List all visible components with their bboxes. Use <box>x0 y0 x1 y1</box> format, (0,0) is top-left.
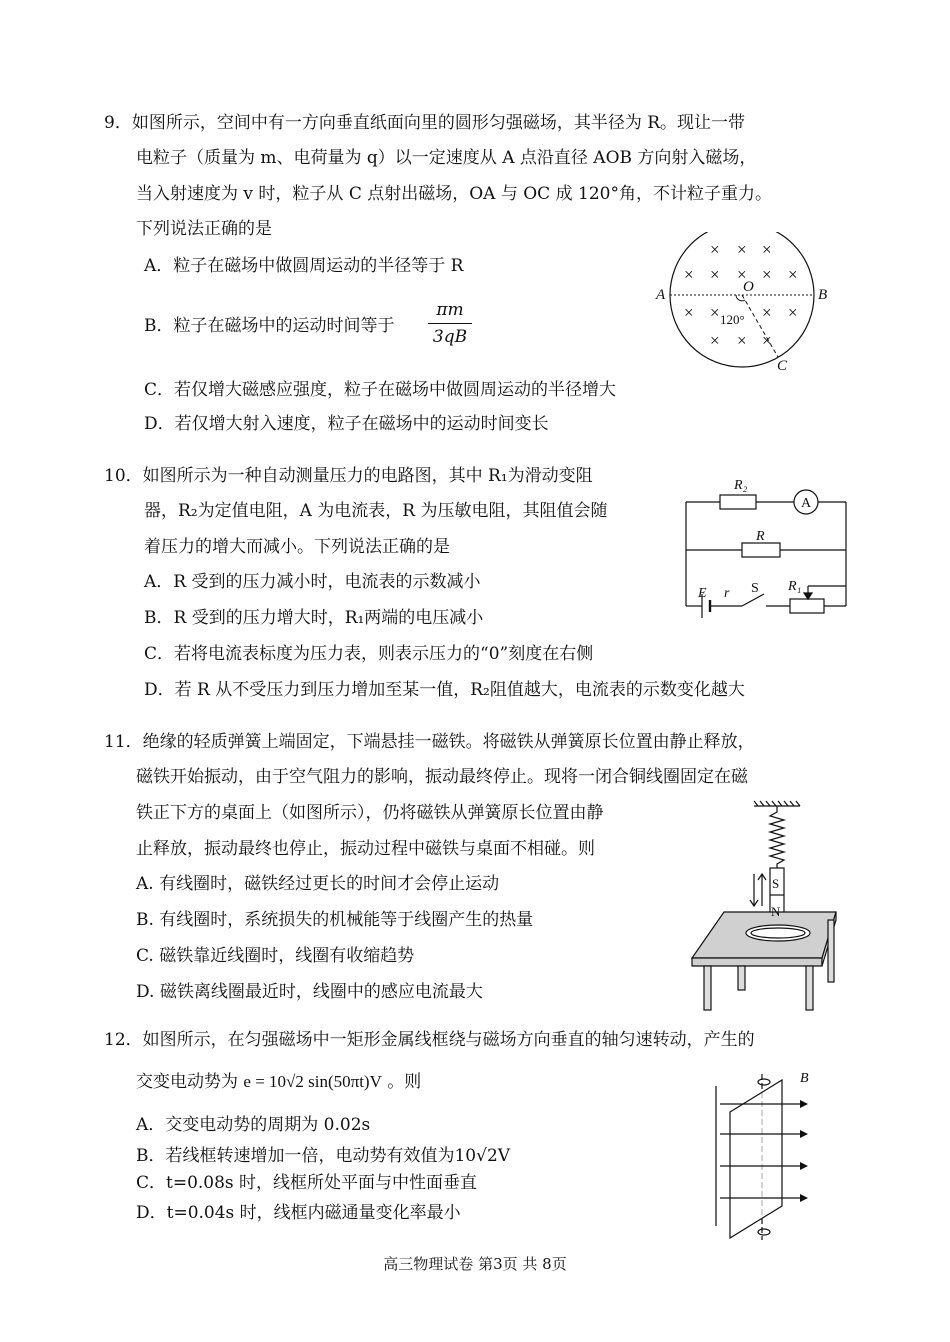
q11-option-c: C. 磁铁靠近线圈时，线圈有收缩趋势 <box>136 946 415 966</box>
label-s: S <box>751 581 759 596</box>
q10-option-b: B．R 受到的压力增大时，R₁两端的电压减小 <box>144 608 484 628</box>
table-leg <box>806 966 813 1010</box>
cross-mark: × <box>788 265 798 284</box>
angle-label: 120° <box>720 312 745 327</box>
q10-stem-line-3: 着压力的增大而减小。下列说法正确的是 <box>144 537 450 557</box>
q9-magnetic-field-figure <box>648 232 838 374</box>
q11-stem-line-4: 止释放，振动最终也停止，振动过程中磁铁与桌面不相碰。则 <box>136 839 595 859</box>
cross-mark: × <box>762 240 772 259</box>
cross-mark: × <box>737 331 747 350</box>
cross-mark: × <box>710 265 720 284</box>
field-crosses <box>684 240 798 350</box>
q9-stem-line-4: 下列说法正确的是 <box>136 219 272 239</box>
q9-fraction-num: πm <box>428 297 472 324</box>
q10-option-d: D．若 R 从不受压力到压力增加至某一值，R₂阻值越大，电流表的示数变化越大 <box>144 680 745 700</box>
q9-stem-line-2: 电粒子（质量为 m、电荷量为 q）以一定速度从 A 点沿直径 AOB 方向射入磁场， <box>136 148 757 168</box>
table-leg <box>828 920 834 982</box>
q12-formula: e = 10√2 sin(50πt)V <box>243 1072 382 1091</box>
q9-fraction-den: 3qB <box>432 327 468 347</box>
label-a: A <box>656 287 666 303</box>
q11-magnet-figure <box>688 798 840 1012</box>
cross-mark: × <box>762 303 772 322</box>
q10-option-c: C．若将电流表标度为压力表，则表示压力的“0”刻度在右侧 <box>144 644 594 664</box>
q11-stem-line-3: 铁正下方的桌面上（如图所示），仍将磁铁从弹簧原长位置由静 <box>136 803 604 823</box>
q12-rotating-frame-figure <box>706 1070 826 1250</box>
page-footer: 高三物理试卷 第3页 共 8页 <box>383 1255 567 1273</box>
table-leg <box>704 966 711 1010</box>
q10-option-a: A．R 受到的压力减小时，电流表的示数减小 <box>144 572 481 592</box>
rotation-arrow-bottom <box>758 1229 770 1235</box>
q9-stem-line-3: 当入射速度为 v 时，粒子从 C 点射出磁场，OA 与 OC 成 120°角，不计粒子重力。 <box>136 184 772 204</box>
radius-oc <box>742 295 778 357</box>
resistor-r2 <box>720 495 756 509</box>
cross-mark: × <box>762 265 772 284</box>
q12-option-a: A．交变电动势的周期为 0.02s <box>136 1115 371 1135</box>
q9-option-b-text: B．粒子在磁场中的运动时间等于 <box>144 316 395 336</box>
label-pole-n: N <box>771 904 781 919</box>
q10-circuit-figure <box>680 470 852 622</box>
label-pole-s: S <box>772 876 780 891</box>
q12-option-b: B．若线框转速增加一倍，电动势有效值为10√2V <box>136 1146 511 1166</box>
q11-option-d: D. 磁铁离线圈最近时，线圈中的感应电流最大 <box>136 982 483 1002</box>
cross-mark: × <box>762 331 772 350</box>
label-r2: R₂ <box>734 478 748 493</box>
label-c: C <box>777 358 788 374</box>
q12-stem-suffix: 。则 <box>387 1072 422 1092</box>
q12-stem-line-2 <box>136 1070 421 1094</box>
resistor-r <box>742 543 780 557</box>
cross-mark: × <box>684 303 694 322</box>
q9-stem-line-1: 9．如图所示，空间中有一方向垂直纸面向里的圆形匀强磁场，其半径为 R。现让一带 <box>104 113 746 133</box>
q10-stem-line-2: 器，R₂为定值电阻，A 为电流表，R 为压敏电阻，其阻值会随 <box>144 501 608 521</box>
cross-mark: × <box>788 303 798 322</box>
cross-mark: × <box>737 240 747 259</box>
label-e: E <box>698 586 707 601</box>
label-b: B <box>800 1071 809 1086</box>
label-r: R <box>756 529 765 544</box>
cross-mark: × <box>710 303 720 322</box>
cross-mark: × <box>710 240 720 259</box>
cross-mark: × <box>737 265 747 284</box>
label-r-internal: r <box>724 586 730 601</box>
label-ammeter: A <box>801 496 812 511</box>
spring <box>770 806 784 868</box>
label-o: O <box>743 279 754 295</box>
q11-stem-line-1: 11．绝缘的轻质弹簧上端固定，下端悬挂一磁铁。将磁铁从弹簧原长位置由静止释放， <box>104 732 755 752</box>
q11-option-a: A. 有线圈时，磁铁经过更长的时间才会停止运动 <box>136 874 500 894</box>
q12-stem-prefix: 交变电动势为 <box>136 1072 238 1092</box>
q12-stem-line-1: 12．如图所示，在匀强磁场中一矩形金属线框绕与磁场方向垂直的轴匀速转动，产生的 <box>104 1030 755 1050</box>
label-b: B <box>818 287 828 303</box>
table-leg <box>738 966 745 990</box>
q9-option-a: A．粒子在磁场中做圆周运动的半径等于 R <box>144 256 464 276</box>
label-r1: R₁ <box>788 579 802 594</box>
q12-option-d: D．t=0.04s 时，线框内磁通量变化率最小 <box>136 1203 461 1223</box>
q9-option-d: D．若仅增大射入速度，粒子在磁场中的运动时间变长 <box>144 414 549 434</box>
rheostat-r1 <box>790 599 824 613</box>
q9-option-b <box>144 314 395 338</box>
q11-stem-line-2: 磁铁开始振动，由于空气阻力的影响，振动最终停止。现将一闭合铜线圈固定在磁 <box>136 767 748 787</box>
cross-mark: × <box>710 331 720 350</box>
q11-option-b: B. 有线圈时，系统损失的机械能等于线圈产生的热量 <box>136 910 534 930</box>
cross-mark: × <box>684 265 694 284</box>
q10-stem-line-1: 10．如图所示为一种自动测量压力的电路图，其中 R₁为滑动变阻 <box>104 466 593 486</box>
q9-fraction <box>428 297 472 350</box>
rotation-arrow-top <box>758 1079 770 1085</box>
q9-option-c: C．若仅增大磁感应强度，粒子在磁场中做圆周运动的半径增大 <box>144 380 617 400</box>
q12-option-c: C．t=0.08s 时，线框所处平面与中性面垂直 <box>136 1173 478 1193</box>
